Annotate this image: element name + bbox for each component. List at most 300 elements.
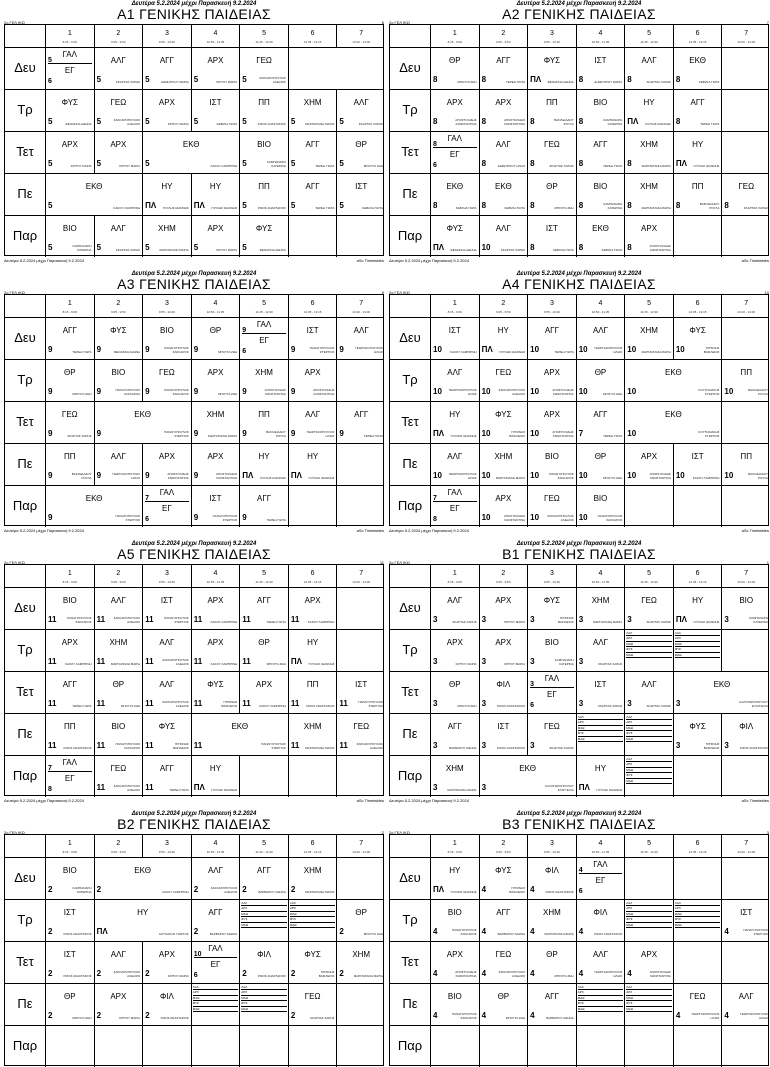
lesson-cell[interactable] <box>336 629 385 671</box>
room-number: 5 <box>145 159 150 168</box>
lesson-cell[interactable] <box>142 359 191 401</box>
lesson-cell[interactable] <box>673 47 722 89</box>
room-number: 2 <box>193 927 199 936</box>
lesson-cell[interactable] <box>94 401 191 443</box>
lesson-cell[interactable] <box>239 317 288 359</box>
lesson-cell[interactable] <box>191 89 240 131</box>
lesson-cell[interactable] <box>288 359 337 401</box>
subject-name: ΙΣΤ <box>209 494 222 503</box>
lesson-cell[interactable] <box>673 857 722 899</box>
lesson-cell[interactable] <box>576 131 625 173</box>
lesson-cell[interactable] <box>94 941 143 983</box>
lesson-cell[interactable] <box>142 173 191 215</box>
lesson-cell[interactable] <box>527 173 576 215</box>
lesson-cell[interactable] <box>94 857 191 899</box>
teacher-name: ΤΕΡΕΗ ΓΙΩΤΑ <box>554 350 574 354</box>
lesson-cell[interactable] <box>239 983 288 1025</box>
lesson-cell[interactable] <box>45 401 94 443</box>
lesson-cell[interactable] <box>624 359 721 401</box>
lesson-cell[interactable] <box>479 941 528 983</box>
lesson-cell[interactable] <box>288 173 337 215</box>
teacher-name: ΓΕΩΡΓΑΚΟΠΟΥΛΟΣ ΗΛΙΑΣ <box>448 472 477 480</box>
lesson-cell[interactable] <box>142 629 191 671</box>
lesson-cell[interactable] <box>45 899 94 941</box>
lesson-cell[interactable] <box>624 857 673 899</box>
lesson-cell[interactable] <box>430 215 479 257</box>
lesson-cell[interactable] <box>45 713 94 755</box>
lesson-cell[interactable] <box>94 443 143 485</box>
lesson-cell[interactable] <box>430 359 479 401</box>
lesson-cell[interactable] <box>288 983 337 1025</box>
lesson-cell[interactable] <box>527 941 576 983</box>
lesson-cell[interactable] <box>479 89 528 131</box>
lesson-cell[interactable] <box>673 1025 722 1067</box>
lesson-cell[interactable] <box>624 401 721 443</box>
lesson-cell[interactable] <box>288 131 337 173</box>
lesson-cell[interactable] <box>288 671 337 713</box>
subject-name: ΑΛΓ <box>738 992 754 1001</box>
lesson-cell[interactable] <box>624 713 673 755</box>
lesson-cell[interactable] <box>239 443 288 485</box>
lesson-cell[interactable] <box>191 755 240 797</box>
lesson-cell[interactable] <box>430 671 479 713</box>
lesson-cell[interactable] <box>142 215 191 257</box>
lesson-cell[interactable] <box>336 755 385 797</box>
lesson-cell[interactable] <box>721 443 770 485</box>
lesson-cell[interactable] <box>527 671 576 713</box>
lesson-cell[interactable] <box>94 983 143 1025</box>
lesson-cell[interactable] <box>430 173 479 215</box>
lesson-cell[interactable] <box>721 173 770 215</box>
lesson-cell[interactable] <box>673 89 722 131</box>
lesson-cell[interactable] <box>479 359 528 401</box>
lesson-cell[interactable] <box>288 1025 337 1067</box>
lesson-cell[interactable] <box>288 401 337 443</box>
lesson-cell[interactable] <box>94 359 143 401</box>
lesson-cell[interactable] <box>576 899 625 941</box>
lesson-cell[interactable] <box>288 215 337 257</box>
lesson-cell[interactable] <box>288 587 337 629</box>
lesson-cell[interactable] <box>721 941 770 983</box>
lesson-cell[interactable] <box>239 173 288 215</box>
lesson-cell[interactable] <box>142 443 191 485</box>
lesson-cell[interactable] <box>721 713 770 755</box>
lesson-cell[interactable] <box>624 173 673 215</box>
lesson-cell[interactable] <box>527 401 576 443</box>
lesson-cell[interactable] <box>479 401 528 443</box>
lesson-cell[interactable] <box>479 215 528 257</box>
lesson-cell[interactable] <box>142 671 191 713</box>
lesson-cell[interactable] <box>45 485 142 527</box>
lesson-cell[interactable] <box>239 629 288 671</box>
lesson-cell[interactable] <box>721 215 770 257</box>
lesson-cell[interactable] <box>721 485 770 527</box>
lesson-cell[interactable] <box>624 317 673 359</box>
lesson-cell[interactable] <box>288 899 337 941</box>
lesson-cell[interactable] <box>624 587 673 629</box>
lesson-cell[interactable] <box>239 941 288 983</box>
lesson-cell[interactable] <box>624 755 673 797</box>
lesson-cell[interactable] <box>45 755 94 797</box>
lesson-cell[interactable] <box>576 1025 625 1067</box>
lesson-cell[interactable] <box>721 857 770 899</box>
lesson-cell[interactable] <box>94 131 143 173</box>
lesson-cell[interactable] <box>576 485 625 527</box>
lesson-cell[interactable] <box>336 215 385 257</box>
room-number: 3 <box>433 615 438 624</box>
lesson-cell[interactable] <box>673 983 722 1025</box>
lesson-cell[interactable] <box>479 671 528 713</box>
lesson-cell[interactable] <box>239 215 288 257</box>
lesson-cell[interactable] <box>288 857 337 899</box>
lesson-cell[interactable] <box>94 671 143 713</box>
lesson-cell[interactable] <box>336 899 385 941</box>
lesson-cell[interactable] <box>479 983 528 1025</box>
lesson-cell[interactable] <box>430 1025 479 1067</box>
teacher-name: ΑΠΟΣΤΟΛΙΔΗΣ ΚΩΝΣΤΑΝΤΙΝΑ <box>649 472 671 480</box>
date-range: Δευτέρα 5.2.2024 μέχρι Παρασκευή 9.2.2024 <box>516 271 642 277</box>
lesson-cell[interactable] <box>479 1025 528 1067</box>
subject-name: ΦΙΛ <box>257 950 272 959</box>
lesson-cell[interactable] <box>239 755 288 797</box>
lesson-cell[interactable] <box>288 89 337 131</box>
subject-name: ΙΣΤ <box>448 326 461 335</box>
lesson-cell[interactable] <box>430 899 479 941</box>
lesson-cell[interactable] <box>94 47 143 89</box>
lesson-cell[interactable] <box>721 587 770 629</box>
lesson-cell[interactable] <box>288 47 337 89</box>
lesson-cell[interactable] <box>430 47 479 89</box>
lesson-cell[interactable] <box>336 713 385 755</box>
lesson-cell[interactable] <box>45 89 94 131</box>
room-number: ΠΛ <box>193 783 205 792</box>
lesson-cell[interactable] <box>624 215 673 257</box>
lesson-cell[interactable] <box>576 671 625 713</box>
lesson-cell[interactable] <box>576 629 625 671</box>
lesson-cell[interactable] <box>45 359 94 401</box>
lesson-cell[interactable] <box>191 713 288 755</box>
lesson-cell[interactable] <box>721 317 770 359</box>
lesson-cell[interactable] <box>45 1025 94 1067</box>
lesson-cell[interactable] <box>721 89 770 131</box>
lesson-cell[interactable] <box>142 713 191 755</box>
lesson-cell[interactable] <box>288 713 337 755</box>
lesson-cell[interactable] <box>673 485 722 527</box>
lesson-cell[interactable] <box>336 587 385 629</box>
lesson-cell[interactable] <box>288 485 337 527</box>
lesson-cell[interactable] <box>721 401 770 443</box>
lesson-cell[interactable] <box>288 629 337 671</box>
lesson-cell[interactable] <box>430 401 479 443</box>
teacher-name: ΜΠΟΥΓΑ ΖΩΗ <box>218 350 238 354</box>
lesson-cell[interactable] <box>336 173 385 215</box>
lesson-cell[interactable] <box>479 713 528 755</box>
lesson-cell[interactable] <box>142 983 191 1025</box>
lesson-cell[interactable] <box>191 47 240 89</box>
lesson-cell[interactable] <box>673 215 722 257</box>
lesson-cell[interactable] <box>576 983 625 1025</box>
lesson-cell[interactable] <box>527 89 576 131</box>
period-header <box>94 565 143 587</box>
lesson-cell[interactable] <box>191 401 240 443</box>
lesson-cell[interactable] <box>336 359 385 401</box>
teacher-name: ΚΑΚΟΥ ΛΑΜΠΡΙΝΗ <box>692 476 720 480</box>
lesson-cell[interactable] <box>142 317 191 359</box>
lesson-cell[interactable] <box>430 857 479 899</box>
lesson-cell[interactable] <box>576 941 625 983</box>
lesson-cell[interactable] <box>336 671 385 713</box>
lesson-cell[interactable] <box>479 443 528 485</box>
lesson-cell[interactable] <box>239 401 288 443</box>
period-header <box>576 835 625 857</box>
subject-name: ΑΡΧ <box>543 368 560 377</box>
lesson-cell[interactable] <box>576 317 625 359</box>
lesson-cell[interactable] <box>239 671 288 713</box>
lesson-cell[interactable] <box>673 671 770 713</box>
lesson-cell[interactable] <box>191 857 240 899</box>
lesson-cell[interactable] <box>430 443 479 485</box>
lesson-cell[interactable] <box>191 671 240 713</box>
lesson-cell[interactable] <box>479 899 528 941</box>
lesson-cell[interactable] <box>191 317 240 359</box>
lesson-cell[interactable] <box>576 215 625 257</box>
lesson-cell[interactable] <box>191 1025 240 1067</box>
lesson-cell[interactable] <box>45 443 94 485</box>
lesson-cell[interactable] <box>673 131 722 173</box>
lesson-cell[interactable] <box>336 317 385 359</box>
lesson-cell[interactable] <box>288 941 337 983</box>
lesson-cell[interactable] <box>45 47 94 89</box>
room-number: 11 <box>339 699 348 708</box>
lesson-cell[interactable] <box>576 443 625 485</box>
lesson-cell[interactable] <box>191 983 240 1025</box>
lesson-cell[interactable] <box>336 131 385 173</box>
lesson-cell[interactable] <box>239 359 288 401</box>
lesson-cell[interactable] <box>142 1025 191 1067</box>
lesson-cell[interactable] <box>45 317 94 359</box>
lesson-cell[interactable] <box>336 1025 385 1067</box>
lesson-cell[interactable] <box>624 941 673 983</box>
lesson-cell[interactable] <box>94 713 143 755</box>
lesson-cell[interactable] <box>479 485 528 527</box>
lesson-cell[interactable] <box>673 173 722 215</box>
lesson-cell[interactable] <box>430 983 479 1025</box>
teacher-name: ΜΠΟΥΓΑ ΖΩΗ <box>363 164 383 168</box>
lesson-cell[interactable] <box>191 899 240 941</box>
lesson-cell[interactable] <box>624 899 673 941</box>
lesson-cell[interactable] <box>94 899 191 941</box>
lesson-cell[interactable] <box>479 47 528 89</box>
lesson-cell[interactable] <box>94 1025 143 1067</box>
lesson-cell[interactable] <box>94 89 143 131</box>
lesson-cell[interactable] <box>576 359 625 401</box>
lesson-cell[interactable] <box>721 1025 770 1067</box>
lesson-cell[interactable] <box>624 1025 673 1067</box>
lesson-cell[interactable] <box>527 899 576 941</box>
lesson-cell[interactable] <box>721 359 770 401</box>
period-number: 1 <box>67 840 72 847</box>
elective-line: ΛΑΛ <box>675 631 721 636</box>
lesson-cell[interactable] <box>142 485 191 527</box>
room-number: 10 <box>627 471 637 480</box>
lesson-cell[interactable] <box>239 1025 288 1067</box>
lesson-cell[interactable] <box>576 587 625 629</box>
lesson-cell[interactable] <box>191 629 240 671</box>
lesson-cell[interactable] <box>430 89 479 131</box>
lesson-cell[interactable] <box>527 983 576 1025</box>
lesson-cell[interactable] <box>430 713 479 755</box>
lesson-cell[interactable] <box>624 47 673 89</box>
lesson-cell[interactable] <box>430 755 479 797</box>
lesson-cell[interactable] <box>624 629 673 671</box>
lesson-cell[interactable] <box>527 629 576 671</box>
room-number: 9 <box>96 429 102 438</box>
lesson-cell[interactable] <box>94 755 143 797</box>
teacher-name: ΠΑΝΑΓΟΠΟΥΛΟΣ ΣΤΕΡΓΙΟΣ <box>164 616 189 624</box>
lesson-cell[interactable] <box>721 629 770 671</box>
lesson-cell[interactable] <box>430 485 479 527</box>
subject-name: ΒΙΟ <box>111 368 126 377</box>
lesson-cell[interactable] <box>336 443 385 485</box>
lesson-cell[interactable] <box>576 857 625 899</box>
lesson-cell[interactable] <box>527 215 576 257</box>
lesson-cell[interactable] <box>576 713 625 755</box>
lesson-cell[interactable] <box>624 131 673 173</box>
lesson-cell[interactable] <box>45 671 94 713</box>
lesson-cell[interactable] <box>527 857 576 899</box>
lesson-cell[interactable] <box>576 755 625 797</box>
lesson-cell[interactable] <box>479 629 528 671</box>
lesson-cell[interactable] <box>673 443 722 485</box>
lesson-cell[interactable] <box>191 173 240 215</box>
period-number: 4 <box>213 300 218 307</box>
lesson-cell[interactable] <box>142 755 191 797</box>
room-number: 4 <box>530 927 535 936</box>
lesson-cell[interactable] <box>191 215 240 257</box>
lesson-cell[interactable] <box>142 47 191 89</box>
lesson-cell[interactable] <box>527 359 576 401</box>
lesson-cell[interactable] <box>336 857 385 899</box>
lesson-cell[interactable] <box>45 215 94 257</box>
lesson-cell[interactable] <box>673 629 722 671</box>
lesson-cell[interactable] <box>527 317 576 359</box>
lesson-cell[interactable] <box>721 47 770 89</box>
lesson-cell[interactable] <box>721 755 770 797</box>
lesson-cell[interactable] <box>673 941 722 983</box>
lesson-cell[interactable] <box>479 755 576 797</box>
lesson-cell[interactable] <box>45 629 94 671</box>
lesson-cell[interactable] <box>94 587 143 629</box>
lesson-cell[interactable] <box>673 317 722 359</box>
lesson-cell[interactable] <box>479 173 528 215</box>
lesson-cell[interactable] <box>624 983 673 1025</box>
lesson-cell[interactable] <box>576 89 625 131</box>
lesson-cell[interactable] <box>288 755 337 797</box>
lesson-cell[interactable] <box>673 713 722 755</box>
lesson-cell[interactable] <box>239 485 288 527</box>
lesson-cell[interactable] <box>239 587 288 629</box>
lesson-cell[interactable] <box>430 587 479 629</box>
lesson-cell[interactable] <box>624 443 673 485</box>
lesson-cell[interactable] <box>673 755 722 797</box>
lesson-cell[interactable] <box>479 317 528 359</box>
lesson-cell[interactable] <box>94 215 143 257</box>
lesson-cell[interactable] <box>239 857 288 899</box>
lesson-cell[interactable] <box>721 131 770 173</box>
lesson-cell[interactable] <box>142 89 191 131</box>
lesson-cell[interactable] <box>527 713 576 755</box>
lesson-cell[interactable] <box>45 131 94 173</box>
lesson-cell[interactable] <box>142 131 239 173</box>
lesson-cell[interactable] <box>430 317 479 359</box>
subject-name: ΑΡΧ <box>641 452 658 461</box>
lesson-cell[interactable] <box>479 857 528 899</box>
lesson-cell[interactable] <box>527 485 576 527</box>
lesson-cell[interactable] <box>479 587 528 629</box>
lesson-cell[interactable] <box>239 47 288 89</box>
lesson-cell[interactable] <box>94 317 143 359</box>
lesson-cell[interactable] <box>191 587 240 629</box>
lesson-cell[interactable] <box>673 587 722 629</box>
lesson-cell[interactable] <box>239 899 288 941</box>
lesson-cell[interactable] <box>576 47 625 89</box>
lesson-cell[interactable] <box>430 629 479 671</box>
lesson-cell[interactable] <box>288 443 337 485</box>
lesson-cell[interactable] <box>479 131 528 173</box>
lesson-cell[interactable] <box>336 89 385 131</box>
lesson-cell[interactable] <box>624 671 673 713</box>
lesson-cell[interactable] <box>527 47 576 89</box>
lesson-cell[interactable] <box>45 941 94 983</box>
subject-name: ΗΥ <box>692 140 704 149</box>
lesson-cell[interactable] <box>527 587 576 629</box>
lesson-cell[interactable] <box>527 443 576 485</box>
lesson-cell[interactable] <box>142 941 191 983</box>
lesson-cell[interactable] <box>576 401 625 443</box>
lesson-cell[interactable] <box>624 485 673 527</box>
lesson-cell[interactable] <box>142 587 191 629</box>
lesson-cell[interactable] <box>527 1025 576 1067</box>
lesson-cell[interactable] <box>45 173 142 215</box>
lesson-cell[interactable] <box>721 983 770 1025</box>
lesson-cell[interactable] <box>576 173 625 215</box>
lesson-cell[interactable] <box>191 443 240 485</box>
lesson-cell[interactable] <box>45 983 94 1025</box>
lesson-cell[interactable] <box>45 857 94 899</box>
lesson-cell[interactable] <box>430 941 479 983</box>
teacher-name: ΡΙΖΟΣ ΑΝΑΣΤΑΣΙΟΣ <box>257 974 286 978</box>
lesson-cell[interactable] <box>336 485 385 527</box>
lesson-cell[interactable] <box>336 941 385 983</box>
teacher-name: ΚΡΙΤΟΥ ΜΑΡΙΑ <box>504 620 526 624</box>
lesson-cell[interactable] <box>191 485 240 527</box>
lesson-cell[interactable] <box>336 983 385 1025</box>
lesson-cell[interactable] <box>45 587 94 629</box>
lesson-cell[interactable] <box>191 941 240 983</box>
lesson-cell[interactable] <box>430 131 479 173</box>
lesson-cell[interactable] <box>336 401 385 443</box>
lesson-cell[interactable] <box>721 899 770 941</box>
lesson-cell[interactable] <box>624 89 673 131</box>
lesson-cell[interactable] <box>191 359 240 401</box>
room-number: 10 <box>433 387 442 396</box>
lesson-cell[interactable] <box>239 89 288 131</box>
lesson-cell[interactable] <box>527 131 576 173</box>
lesson-cell[interactable] <box>673 899 722 941</box>
lesson-cell[interactable] <box>288 317 337 359</box>
lesson-cell[interactable] <box>94 629 143 671</box>
lesson-cell[interactable] <box>239 131 288 173</box>
